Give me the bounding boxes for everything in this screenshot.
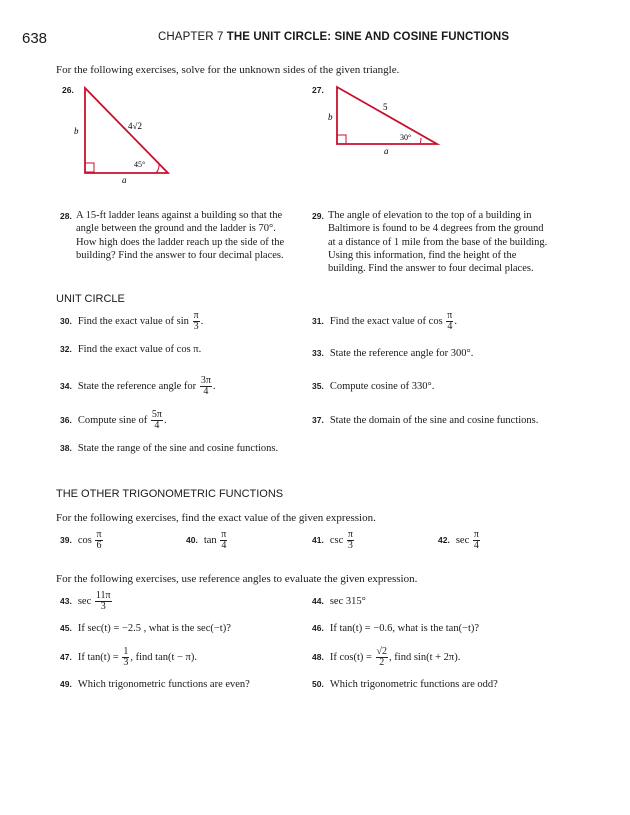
text-line: A 15-ft ladder leans against a building so that the xyxy=(76,210,283,221)
exercise-49 xyxy=(60,678,250,692)
exercise-28 xyxy=(60,209,310,269)
exercise-41 xyxy=(312,530,355,551)
function-name: tan xyxy=(203,534,217,546)
exercise-number: 32. xyxy=(60,344,72,354)
denominator: 3 xyxy=(123,657,129,668)
exercise-number: 36. xyxy=(60,414,72,425)
exercise-number: 42. xyxy=(438,534,450,545)
numerator: 1 xyxy=(123,646,129,657)
numerator: π xyxy=(347,529,353,540)
exercise-text: Compute sine of xyxy=(77,414,148,426)
exercise-50 xyxy=(312,678,498,692)
exercise-text: . xyxy=(163,414,167,426)
right-angle-mark xyxy=(337,135,346,144)
exercise-number: 38. xyxy=(60,443,72,453)
fraction xyxy=(193,311,200,332)
exercise-text: sec 315° xyxy=(329,596,366,607)
exercise-40 xyxy=(186,530,228,551)
exercise-number: 43. xyxy=(60,595,72,606)
text-line: angle between the ground and the ladder is 70°. xyxy=(76,223,276,235)
triangle-outline xyxy=(337,87,437,144)
fraction xyxy=(376,647,389,668)
exercise-number: 33. xyxy=(312,348,324,358)
instruction-exact-values: For the following exercises, find the exact value of the given expression. xyxy=(56,512,376,524)
exercise-number: 39. xyxy=(60,534,72,545)
text-line: The angle of elevation to the top of a building in xyxy=(328,210,532,221)
intro-instruction: For the following exercises, solve for the unknown sides of the given triangle. xyxy=(56,64,400,76)
exercise-36 xyxy=(60,410,167,431)
exercise-number: 46. xyxy=(312,623,324,633)
side-label-a: a xyxy=(122,175,127,185)
chapter-header xyxy=(158,31,509,43)
triangle-outline xyxy=(85,88,168,173)
side-label-a: a xyxy=(384,146,389,156)
exercise-text: . xyxy=(454,315,457,327)
exercise-47 xyxy=(60,647,197,668)
exercise-number: 29. xyxy=(312,211,324,221)
exercise-number: 40. xyxy=(186,534,198,545)
exercise-text: State the range of the sine and cosine functions. xyxy=(77,443,279,454)
side-label-b: b xyxy=(328,112,333,122)
chapter-title: THE UNIT CIRCLE: SINE AND COSINE FUNCTIONS xyxy=(226,31,510,43)
function-name: csc xyxy=(329,534,344,546)
exercise-text: State the reference angle for xyxy=(77,380,197,392)
fraction xyxy=(473,530,480,551)
exercise-number: 44. xyxy=(312,596,324,606)
exercise-text: If cos(t) = xyxy=(329,651,372,663)
fraction xyxy=(151,410,163,431)
exercise-text: If sec(t) = −2.5 , what is the sec(−t)? xyxy=(77,623,231,634)
function-name: sec xyxy=(455,534,470,546)
denominator: 3 xyxy=(193,321,199,332)
exercise-text: If tan(t) = −0.6, what is the tan(−t)? xyxy=(329,623,480,634)
exercise-46 xyxy=(312,622,479,636)
exercise-35 xyxy=(312,380,434,394)
exercise-39 xyxy=(60,530,104,551)
text-line: building? Find the answer to four decimal places. xyxy=(76,249,284,261)
exercise-31 xyxy=(312,311,457,332)
exercise-45 xyxy=(60,622,231,636)
numerator: 5π xyxy=(151,409,162,420)
denominator: 4 xyxy=(473,540,479,551)
exercise-text: State the reference angle for 300°. xyxy=(329,348,474,359)
denominator: 3 xyxy=(100,601,106,612)
numerator: π xyxy=(447,310,453,321)
exercise-text: Find the exact value of cos π. xyxy=(77,344,202,355)
chapter-label: CHAPTER 7 xyxy=(158,31,224,43)
fraction xyxy=(446,311,453,332)
function-name: cos xyxy=(77,534,92,546)
numerator: π xyxy=(473,529,479,540)
numerator: π xyxy=(96,529,102,540)
exercise-number: 34. xyxy=(60,380,72,391)
text-line: at a distance of 1 mile from the base of the building. xyxy=(328,236,548,248)
exercise-34 xyxy=(60,376,216,397)
denominator: 4 xyxy=(203,386,209,397)
angle-arc xyxy=(156,164,159,173)
exercise-33 xyxy=(312,347,473,361)
right-angle-mark xyxy=(85,163,94,172)
side-label-b: b xyxy=(74,126,79,136)
exercise-text: . xyxy=(200,315,204,327)
text-line: Baltimore is found to be 4 degrees from the ground xyxy=(328,223,544,235)
exercise-text: , find sin(t + 2π). xyxy=(389,651,461,663)
text-line: How high does the ladder reach up the side of the xyxy=(76,236,285,248)
exercise-43 xyxy=(60,591,113,612)
exercise-text: Find the exact value of sin xyxy=(77,315,189,327)
exercise-number: 45. xyxy=(60,623,72,633)
exercise-32 xyxy=(60,343,201,357)
denominator: 4 xyxy=(154,420,160,431)
exercise-text: Compute cosine of 330°. xyxy=(329,381,435,392)
fraction xyxy=(200,376,212,397)
exercise-37 xyxy=(312,414,538,428)
exercise-text: . xyxy=(212,380,216,392)
triangle-figure-26 xyxy=(60,80,190,185)
exercise-number: 27. xyxy=(312,85,324,95)
exercise-text: If tan(t) = xyxy=(77,651,119,663)
exercise-38 xyxy=(60,442,278,456)
exercise-number: 47. xyxy=(60,651,72,662)
exercise-number: 41. xyxy=(312,534,324,545)
fraction xyxy=(95,591,112,612)
triangle-figure-27 xyxy=(320,80,450,160)
text-line: building. Find the answer to four decimal places. xyxy=(328,263,534,275)
exercise-number: 48. xyxy=(312,651,324,662)
exercise-44 xyxy=(312,595,366,609)
exercise-text: Find the exact value of cos xyxy=(329,315,443,327)
section-heading-other-trig: THE OTHER TRIGONOMETRIC FUNCTIONS xyxy=(56,488,284,500)
numerator: 11π xyxy=(95,590,111,601)
numerator: √2 xyxy=(376,646,388,657)
exercise-number: 30. xyxy=(60,315,72,326)
function-name: sec xyxy=(77,595,92,607)
exercise-number: 35. xyxy=(312,381,324,391)
denominator: 6 xyxy=(96,540,102,551)
exercise-number: 28. xyxy=(60,211,72,221)
fraction xyxy=(220,530,227,551)
hypotenuse-label: 4√2 xyxy=(128,121,142,131)
instruction-reference-angles: For the following exercises, use reference angles to evaluate the given expression. xyxy=(56,573,418,585)
exercise-number: 31. xyxy=(312,315,324,326)
exercise-number: 37. xyxy=(312,415,324,425)
exercise-number: 50. xyxy=(312,679,324,689)
fraction xyxy=(95,530,102,551)
page-number: 638 xyxy=(22,30,48,47)
text-line: Using this information, find the height of the xyxy=(328,249,517,261)
denominator: 4 xyxy=(447,321,453,332)
denominator: 4 xyxy=(221,540,227,551)
exercise-30 xyxy=(60,311,203,332)
exercise-text: Which trigonometric functions are even? xyxy=(77,679,250,690)
denominator: 2 xyxy=(379,657,385,668)
exercise-29 xyxy=(312,209,572,281)
section-heading-unit-circle: UNIT CIRCLE xyxy=(56,293,125,305)
exercise-number: 26. xyxy=(62,85,74,95)
exercise-text: State the domain of the sine and cosine functions. xyxy=(329,415,539,426)
angle-label: 30° xyxy=(400,133,412,142)
numerator: 3π xyxy=(200,375,211,386)
exercise-42 xyxy=(438,530,481,551)
exercise-text: , find tan(t − π). xyxy=(130,651,197,663)
exercise-text: Which trigonometric functions are odd? xyxy=(329,679,498,690)
exercise-48 xyxy=(312,647,460,668)
hypotenuse-label: 5 xyxy=(383,102,388,112)
angle-label: 45° xyxy=(134,160,146,169)
fraction xyxy=(122,647,129,668)
numerator: π xyxy=(221,529,227,540)
exercise-number: 49. xyxy=(60,679,72,689)
fraction xyxy=(347,530,354,551)
denominator: 3 xyxy=(347,540,353,551)
numerator: π xyxy=(193,310,199,321)
